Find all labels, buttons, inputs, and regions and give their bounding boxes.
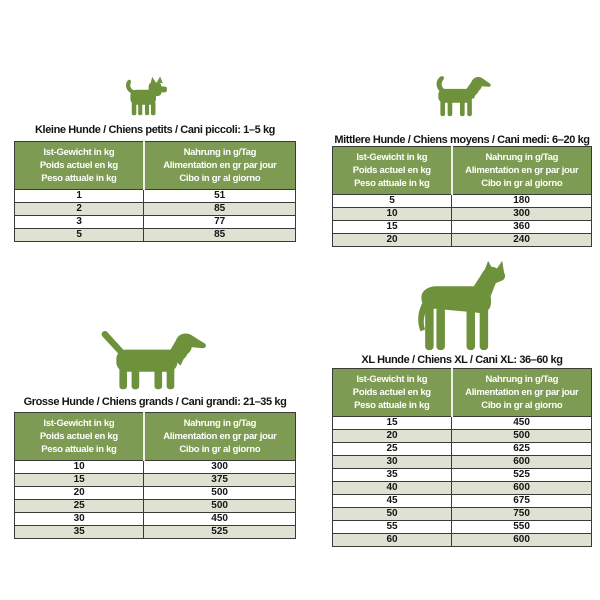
table-row [15,203,296,216]
food-cell: 85 [144,229,296,242]
feeding-table-medium-dogs [332,146,592,247]
weight-cell: 20 [333,234,452,247]
food-cell: 360 [452,221,592,234]
food-cell: 77 [144,216,296,229]
table-row [15,229,296,242]
weight-cell: 25 [333,443,452,456]
medium-dog-icon [428,72,492,117]
table-row [333,521,592,534]
feeding-table-xl-dogs [332,368,592,547]
food-cell: 600 [452,482,592,495]
weight-column-header: Ist-Gewicht in kg Poids actuel en kg Peso attuale in kg [15,413,144,461]
food-column-header: Nahrung in g/Tag Alimentation en gr par jour Cibo in gr al giorno [144,413,296,461]
feeding-table-large-dogs [14,412,296,539]
weight-cell: 35 [15,526,144,539]
food-cell: 450 [452,417,592,430]
food-cell: 375 [144,474,296,487]
table-header-row [15,413,296,461]
table-row [333,234,592,247]
table-header-row [15,142,296,190]
food-cell: 500 [144,487,296,500]
weight-cell: 20 [15,487,144,500]
table-row [333,195,592,208]
food-cell: 625 [452,443,592,456]
weight-cell: 60 [333,534,452,547]
section-title-large-dogs: Grosse Hunde / Chiens grands / Cani grandi: 21–35 kg [23,396,287,408]
table-row [333,430,592,443]
table-row [15,487,296,500]
weight-cell: 2 [15,203,144,216]
food-cell: 750 [452,508,592,521]
food-cell: 600 [452,534,592,547]
table-row [333,456,592,469]
feeding-table-small-dogs [14,141,296,242]
weight-cell: 1 [15,190,144,203]
food-cell: 300 [452,208,592,221]
weight-cell: 5 [333,195,452,208]
food-cell: 525 [452,469,592,482]
food-cell: 600 [452,456,592,469]
table-row [15,474,296,487]
table-header-row [333,369,592,417]
xl-dog-icon [410,258,508,352]
weight-cell: 40 [333,482,452,495]
table-row [15,526,296,539]
weight-cell: 5 [15,229,144,242]
weight-column-header: Ist-Gewicht in kg Poids actuel en kg Peso attuale in kg [15,142,144,190]
weight-cell: 30 [333,456,452,469]
food-cell: 240 [452,234,592,247]
weight-cell: 55 [333,521,452,534]
table-header-row [333,147,592,195]
weight-cell: 15 [15,474,144,487]
food-cell: 450 [144,513,296,526]
small-dog-icon [122,76,168,118]
weight-cell: 10 [15,461,144,474]
food-cell: 525 [144,526,296,539]
food-cell: 51 [144,190,296,203]
table-row [333,208,592,221]
food-cell: 500 [144,500,296,513]
table-row [15,190,296,203]
food-cell: 675 [452,495,592,508]
table-row [333,508,592,521]
weight-cell: 35 [333,469,452,482]
weight-cell: 10 [333,208,452,221]
food-column-header: Nahrung in g/Tag Alimentation en gr par jour Cibo in gr al giorno [452,147,592,195]
food-cell: 85 [144,203,296,216]
weight-cell: 15 [333,221,452,234]
large-dog-icon [95,329,217,390]
weight-column-header: Ist-Gewicht in kg Poids actuel en kg Peso attuale in kg [333,147,452,195]
table-row [333,469,592,482]
weight-column-header: Ist-Gewicht in kg Poids actuel en kg Peso attuale in kg [333,369,452,417]
food-cell: 550 [452,521,592,534]
table-row [333,482,592,495]
weight-cell: 20 [333,430,452,443]
weight-cell: 45 [333,495,452,508]
food-cell: 180 [452,195,592,208]
weight-cell: 15 [333,417,452,430]
table-row [333,443,592,456]
table-row [15,513,296,526]
food-cell: 300 [144,461,296,474]
weight-cell: 30 [15,513,144,526]
section-title-medium-dogs: Mittlere Hunde / Chiens moyens / Cani medi: 6–20 kg [334,134,590,146]
table-row [15,500,296,513]
table-row [333,417,592,430]
table-row [15,461,296,474]
section-title-xl-dogs: XL Hunde / Chiens XL / Cani XL: 36–60 kg [361,354,563,366]
food-column-header: Nahrung in g/Tag Alimentation en gr par jour Cibo in gr al giorno [452,369,592,417]
food-column-header: Nahrung in g/Tag Alimentation en gr par jour Cibo in gr al giorno [144,142,296,190]
weight-cell: 3 [15,216,144,229]
table-row [333,495,592,508]
table-row [333,534,592,547]
table-row [333,221,592,234]
table-row [15,216,296,229]
weight-cell: 50 [333,508,452,521]
weight-cell: 25 [15,500,144,513]
food-cell: 500 [452,430,592,443]
section-title-small-dogs: Kleine Hunde / Chiens petits / Cani piccoli: 1–5 kg [35,124,275,136]
